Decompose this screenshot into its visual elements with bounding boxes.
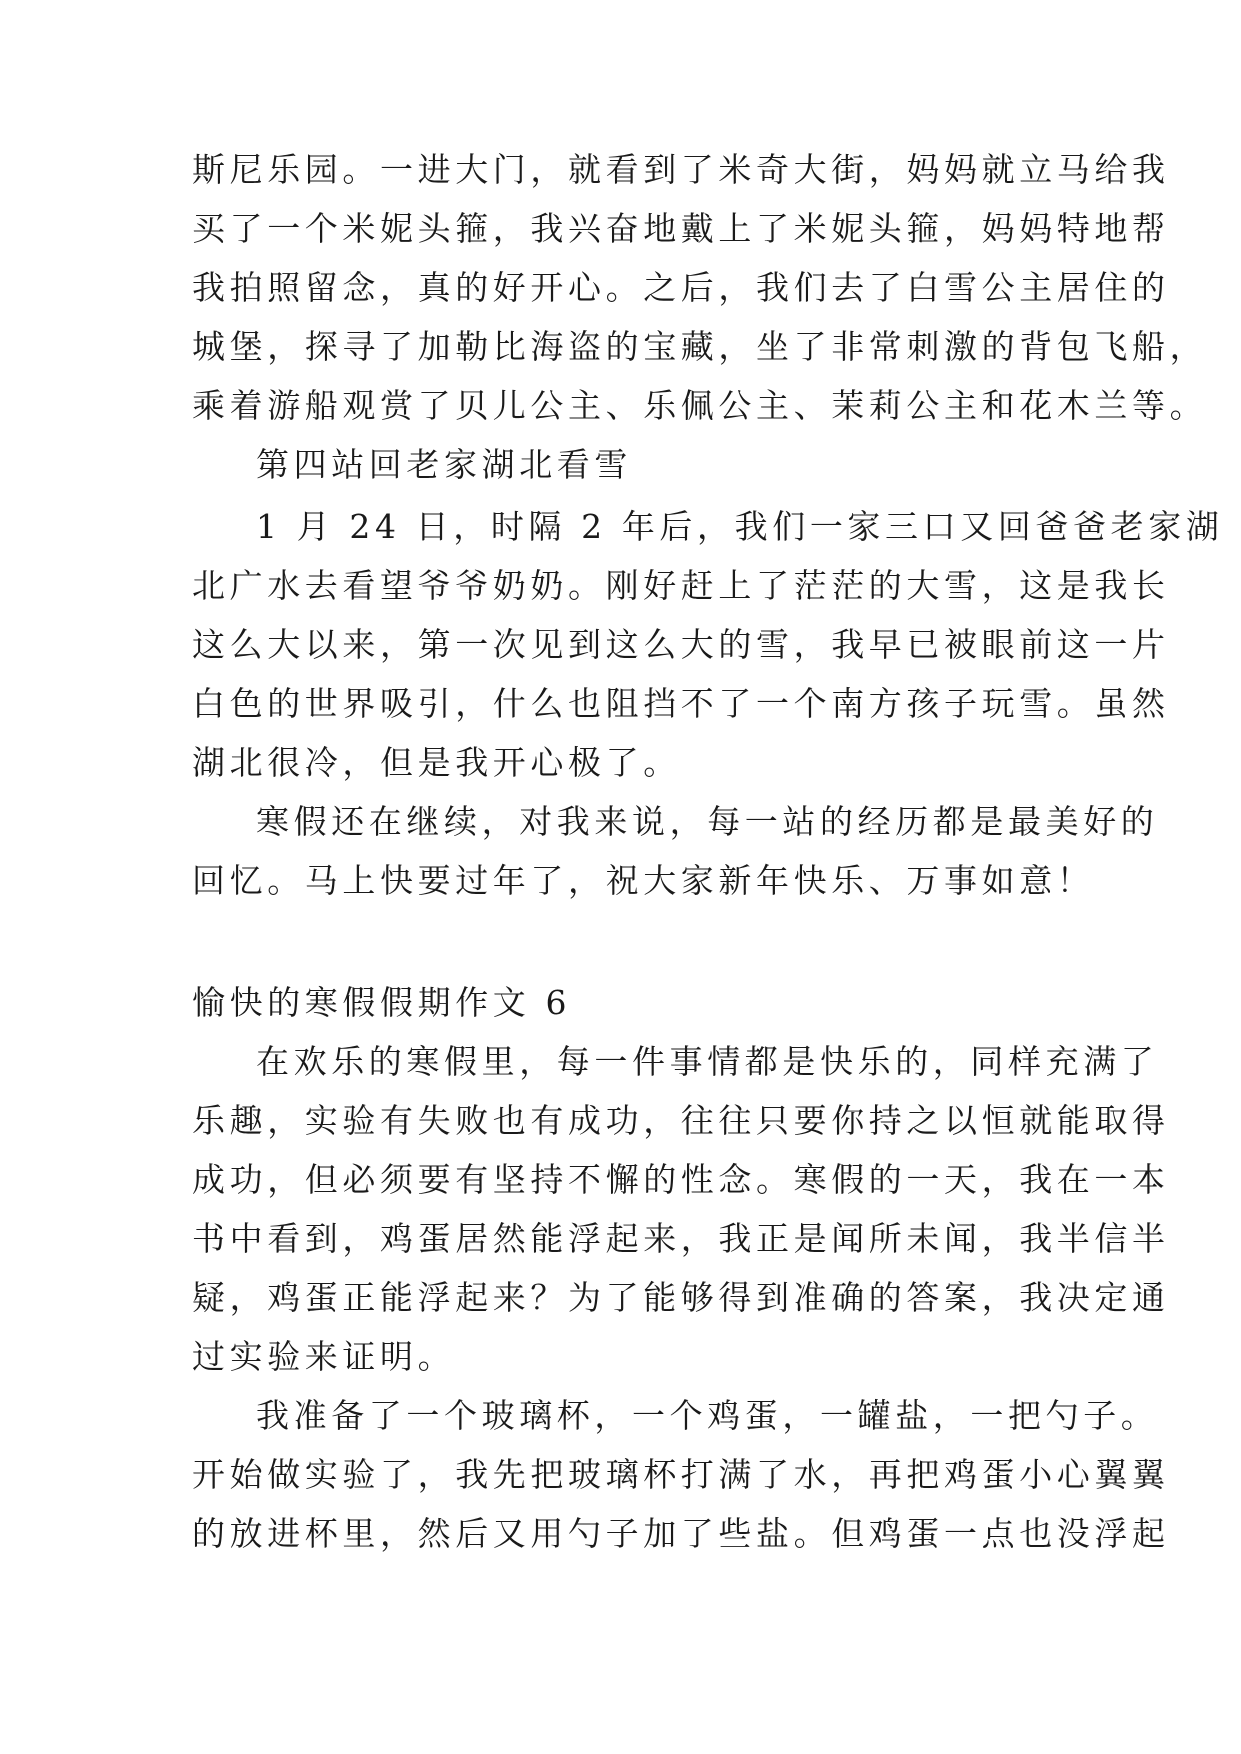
paragraph-line: 过实验来证明。 xyxy=(192,1337,456,1376)
paragraph-line: 乐趣，实验有失败也有成功，往往只要你持之以恒就能取得 xyxy=(192,1101,1170,1140)
paragraph-line: 回忆。马上快要过年了，祝大家新年快乐、万事如意！ xyxy=(192,861,1095,900)
paragraph-line: 城堡，探寻了加勒比海盗的宝藏，坐了非常刺激的背包飞船， xyxy=(192,327,1208,366)
paragraph-line: 成功，但必须要有坚持不懈的性念。寒假的一天，我在一本 xyxy=(192,1160,1170,1199)
paragraph-line: 的放进杯里，然后又用勺子加了些盐。但鸡蛋一点也没浮起 xyxy=(192,1514,1170,1553)
paragraph-line: 我拍照留念，真的好开心。之后，我们去了白雪公主居住的 xyxy=(192,268,1170,307)
paragraph-line: 我准备了一个玻璃杯，一个鸡蛋，一罐盐，一把勺子。 xyxy=(256,1396,1159,1435)
paragraph-line: 买了一个米妮头箍，我兴奋地戴上了米妮头箍，妈妈特地帮 xyxy=(192,209,1170,248)
paragraph-line: 疑，鸡蛋正能浮起来？为了能够得到准确的答案，我决定通 xyxy=(192,1278,1170,1317)
paragraph-line: 寒假还在继续，对我来说，每一站的经历都是最美好的 xyxy=(256,802,1159,841)
paragraph-line: 开始做实验了，我先把玻璃杯打满了水，再把鸡蛋小心翼翼 xyxy=(192,1455,1170,1494)
paragraph-line: 湖北很冷，但是我开心极了。 xyxy=(192,743,681,782)
paragraph-line: 这么大以来，第一次见到这么大的雪，我早已被眼前这一片 xyxy=(192,625,1170,664)
paragraph-line: 北广水去看望爷爷奶奶。刚好赶上了茫茫的大雪，这是我长 xyxy=(192,566,1170,605)
paragraph-line: 斯尼乐园。一进大门，就看到了米奇大街，妈妈就立马给我 xyxy=(192,150,1170,189)
paragraph-line: 白色的世界吸引，什么也阻挡不了一个南方孩子玩雪。虽然 xyxy=(192,684,1170,723)
section-subheading: 第四站回老家湖北看雪 xyxy=(256,445,632,484)
paragraph-line: 在欢乐的寒假里，每一件事情都是快乐的，同样充满了 xyxy=(256,1042,1159,1081)
essay-title: 愉快的寒假假期作文 6 xyxy=(192,983,572,1022)
paragraph-line: 1 月 24 日，时隔 2 年后，我们一家三口又回爸爸老家湖 xyxy=(256,507,1224,546)
paragraph-line: 书中看到，鸡蛋居然能浮起来，我正是闻所未闻，我半信半 xyxy=(192,1219,1170,1258)
paragraph-line: 乘着游船观赏了贝儿公主、乐佩公主、茉莉公主和花木兰等。 xyxy=(192,386,1208,425)
